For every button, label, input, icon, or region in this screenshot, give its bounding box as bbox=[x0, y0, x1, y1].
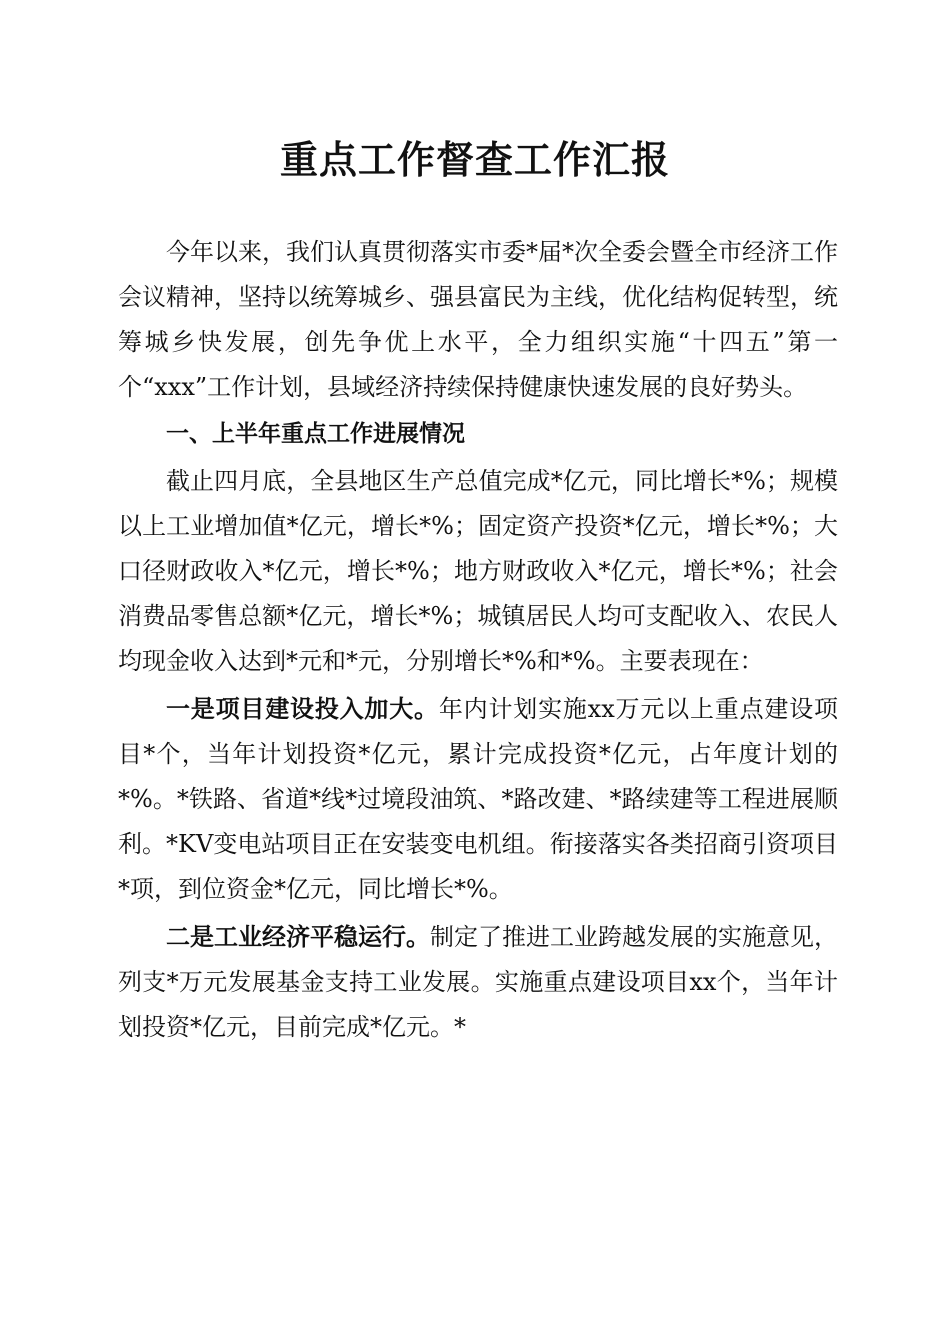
intro-paragraph: 今年以来，我们认真贯彻落实市委*届*次全委会暨全市经济工作会议精神，坚持以统筹城乡、强县富民为主线，优化结构促转型，统筹城乡快发展，创先争优上水平，全力组织实施“十四五”第一个“xxx”工作计划，县域经济持续保持健康快速发展的良好势头。 bbox=[118, 238, 838, 401]
document-body bbox=[118, 230, 838, 1052]
item-text-2: 制定了推进工业跨越发展的实施意见，列支*万元发展基金支持工业发展。实施重点建设项目xx个，当年计划投资*亿元，目前完成*亿元。* bbox=[118, 923, 838, 1041]
item-paragraph-2 bbox=[118, 914, 838, 1050]
document-title: 重点工作督查工作汇报 bbox=[279, 137, 670, 182]
item-lead-2: 二是工业经济平稳运行。 bbox=[166, 922, 430, 951]
item-lead-1: 一是项目建设投入加大。 bbox=[166, 694, 439, 723]
item-text-1: 年内计划实施xx万元以上重点建设项目*个，当年计划投资*亿元，累计完成投资*亿元，占年度计划的*%。*铁路、省道*线*过境段油筑、*路改建、*路续建等工程进展顺利。*KV变电站项目正在安装变电机组。衔接落实各类招商引资项目*项，到位资金*亿元，同比增长*%。 bbox=[118, 695, 838, 903]
summary-paragraph: 截止四月底，全县地区生产总值完成*亿元，同比增长*%；规模以上工业增加值*亿元，增长*%；固定资产投资*亿元，增长*%；大口径财政收入*亿元，增长*%；地方财政收入*亿元，增长*%；社会消费品零售总额*亿元，增长*%；城镇居民人均可支配收入、农民人均现金收入达到*元和*元，分别增长*%和*%。主要表现在： bbox=[118, 467, 838, 675]
item-paragraph-1 bbox=[118, 686, 838, 912]
section-heading-1: 一、上半年重点工作进展情况 bbox=[166, 421, 465, 447]
